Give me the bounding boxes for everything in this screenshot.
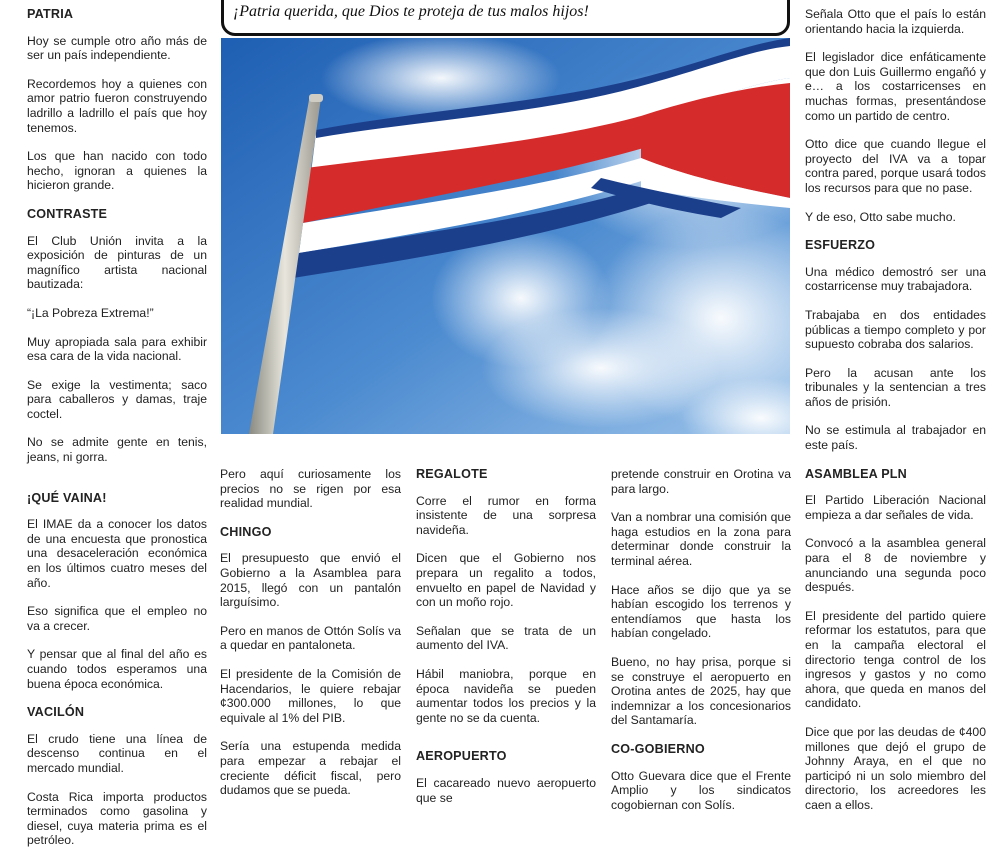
quote-text: ¡Patria querida, que Dios te proteja de tus malos hijos! xyxy=(233,3,589,20)
paragraph: El presidente del partido quiere reformar los estatutos, para que en la campaña electoral el directorio tenga control de los ingresos y gastos y no como ahora, que queda en manos del candidato. xyxy=(805,608,986,711)
paragraph: Sería una estupenda medida para empezar a rebajar el creciente déficit fiscal, pero dudamos que se pueda. xyxy=(220,739,401,798)
section-title-chingo: CHINGO xyxy=(220,524,272,539)
section-title-esfuerzo: ESFUERZO xyxy=(805,238,876,253)
section-title-regalote: REGALOTE xyxy=(416,467,488,481)
paragraph: Hoy se cumple otro año más de ser un país independiente. xyxy=(27,33,207,63)
right-column xyxy=(805,7,986,827)
section-title-asamblea-pln: ASAMBLEA PLN xyxy=(805,466,907,481)
paragraph: pretende construir en Orotina va para largo. xyxy=(611,467,791,496)
paragraph: No se admite gente en tenis, jeans, ni gorra. xyxy=(27,435,207,465)
paragraph: El presidente de la Comisión de Hacendarios, le quiere rebajar ¢300.000 millones, lo que equivale al 1% del PIB. xyxy=(220,666,401,725)
paragraph: Trabajaba en dos entidades públicas a tiempo completo y por supuesto cobraba dos salarios. xyxy=(805,307,986,352)
paragraph: Pero en manos de Ottón Solís va a quedar en pantaloneta. xyxy=(220,623,401,653)
paragraph: Hábil maniobra, porque en época navideña se pueden aumentar todos los precios y la gente no se da cuenta. xyxy=(416,666,596,725)
paragraph: Bueno, no hay prisa, porque si se construye el aeropuerto en Orotina antes de 2025, hay que indemnizar a los concesionarios del Santamaría. xyxy=(611,654,791,728)
paragraph: El Club Unión invita a la exposición de pinturas de un magnífico artista nacional bautizada: xyxy=(27,233,207,292)
paragraph: Corre el rumor en forma insistente de una sorpresa navideña. xyxy=(416,493,596,537)
section-title-patria: PATRIA xyxy=(27,7,74,21)
costa-rica-flag-photo xyxy=(221,38,790,434)
paragraph: Señala Otto que el país lo están orientando hacia la izquierda. xyxy=(805,7,986,36)
paragraph: Señalan que se trata de un aumento del IVA. xyxy=(416,623,596,653)
section-title-contraste: CONTRASTE xyxy=(27,206,108,221)
paragraph: Dice que por las deudas de ¢400 millones que dejó el grupo de Johnny Araya, en el que no participó ni un solo miembro del directorio, los acreedores les caen a ellos. xyxy=(805,724,986,812)
paragraph: El crudo tiene una línea de descenso continua en el mercado mundial. xyxy=(27,731,207,775)
paragraph: Hace años se dijo que ya se habían escogido los terrenos y entendíamos que hasta los habían congelado. xyxy=(611,582,791,641)
paragraph: Pero la acusan ante los tribunales y la sentencian a tres años de prisión. xyxy=(805,365,986,409)
paragraph: Costa Rica importa productos terminados como gasolina y diesel, cuya materia prima es el petróleo. xyxy=(27,789,207,848)
paragraph: Convocó a la asamblea general para el 8 de noviembre y anunciando una segunda poco después. xyxy=(805,536,986,595)
paragraph: Otto dice que cuando llegue el proyecto del IVA va a topar contra pared, porque usará todos los recursos para que no pase. xyxy=(805,137,986,195)
paragraph: Muy apropiada sala para exhibir esa cara de la vida nacional. xyxy=(27,334,207,364)
paragraph: Dicen que el Gobierno nos prepara un regalito a todos, envuelto en papel de Navidad y con un moño rojo. xyxy=(416,551,596,610)
middle-column-3 xyxy=(611,467,791,826)
paragraph: No se estimula al trabajador en este país. xyxy=(805,423,986,453)
paragraph: El legislador dice enfáticamente que don Luis Guillermo engañó y e… a los costarricenses en muchas formas, presentándose como un partido de centro. xyxy=(805,50,986,123)
section-title-que-vaina: ¡QUÉ VAINA! xyxy=(27,490,107,505)
middle-column-2 xyxy=(416,467,596,819)
paragraph: Los que han nacido con todo hecho, ignoran a quienes la hicieron grande. xyxy=(27,149,207,193)
section-title-vacilon: VACILÓN xyxy=(27,705,85,720)
paragraph: Recordemos hoy a quienes con amor patrio fueron construyendo ladrillo a ladrillo el país que hoy tenemos. xyxy=(27,76,207,135)
left-column xyxy=(27,7,207,862)
paragraph: “¡La Pobreza Extrema!” xyxy=(27,305,154,320)
paragraph: Y de eso, Otto sabe mucho. xyxy=(805,209,956,224)
paragraph: El Partido Liberación Nacional empieza a dar señales de vida. xyxy=(805,493,986,522)
paragraph: Y pensar que al final del año es cuando todos esperamos una buena época económica. xyxy=(27,647,207,691)
paragraph: El presupuesto que envió el Gobierno a la Asamblea para 2015, llegó con un pantalón larguísimo. xyxy=(220,551,401,610)
paragraph: El cacareado nuevo aeropuerto que se xyxy=(416,775,596,805)
paragraph: Se exige la vestimenta; saco para caballeros y damas, traje coctel. xyxy=(27,377,207,421)
paragraph: Una médico demostró ser una costarricense muy trabajadora. xyxy=(805,264,986,294)
section-title-aeropuerto: AEROPUERTO xyxy=(416,749,507,764)
paragraph: Pero aquí curiosamente los precios no se rigen por esa realidad mundial. xyxy=(220,467,401,511)
section-title-cogobierno: CO-GOBIERNO xyxy=(611,741,705,756)
paragraph: El IMAE da a conocer los datos de una encuesta que pronostica una desaceleración económica en los últimos cuatro meses del año. xyxy=(27,517,207,590)
paragraph: Van a nombrar una comisión que haga estudios en la zona para determinar donde construir la terminal aérea. xyxy=(611,510,791,568)
paragraph: Otto Guevara dice que el Frente Amplio y los sindicatos cogobiernan con Solís. xyxy=(611,768,791,812)
middle-column-1 xyxy=(220,467,401,812)
paragraph: Eso significa que el empleo no va a crecer. xyxy=(27,604,207,633)
